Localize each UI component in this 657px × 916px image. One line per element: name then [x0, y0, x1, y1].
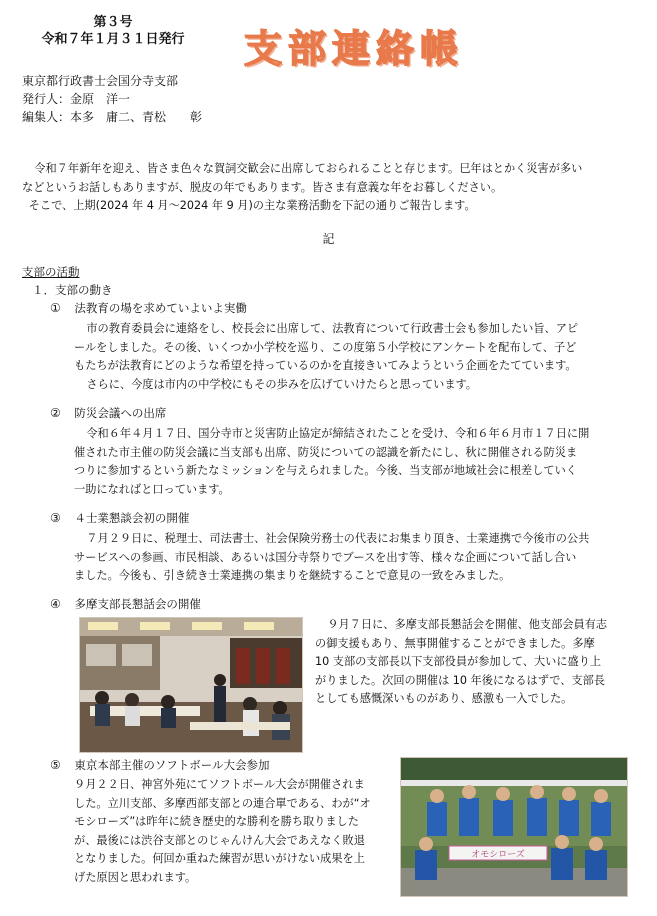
issue-date: 令和７年１月３１日発行: [41, 32, 185, 47]
item-heading: [50, 756, 269, 774]
body-line: がりました。次回の開催は 10 年後になるはずで、支部長: [315, 673, 605, 687]
body-line: ７月２９日に、税理士、司法書士、社会保険労務士の代表にお集まり頂き、士業連携で今後市の公共: [86, 532, 590, 545]
intro-paragraph: [22, 160, 634, 216]
item-heading: [50, 595, 201, 613]
team-banner-text: オモシローズ: [471, 850, 525, 860]
item-number: ④: [50, 597, 61, 611]
body-line: ９月２２日、神宮外苑にてソフトボール大会が開催されま: [74, 778, 365, 791]
body-line: ールをしました。その後、いくつか小学校を巡り、この度第５小学校にアンケートを配布して、子ど: [74, 340, 577, 354]
item-heading: [50, 509, 189, 527]
body-line: モシローズ”は昨年に続き歴史的な勝利を勝ち取りました: [74, 815, 359, 828]
item-title: 防災会議への出席: [74, 406, 167, 420]
softball-team-photo: [400, 757, 628, 897]
body-line: 市の教育委員会に連絡をし、校長会に出席して、法教育について行政書士会も参加したい旨、アピ: [86, 322, 579, 335]
body-line: となりました。何回か重ねた練習が思いがけない成果を上: [74, 852, 365, 865]
body-line: ました。今後も、引き続き士業連携の集まりを継続することで意見の一致をみました。: [74, 569, 511, 582]
editor-line: 編集人：本多 庸二、青松 彰: [22, 110, 203, 124]
body-line: つりに参加するという新たなミッションを与えられました。今後、当支部が地域社会に根差していく: [74, 464, 577, 477]
publication-meta: [22, 72, 202, 126]
item-body: [74, 776, 392, 887]
body-line: 催された市主催の防災会議に当支部も出席、防災についての認識を新たにし、秋に開催される防災ま: [74, 445, 578, 459]
item-body: [74, 320, 632, 394]
organization-name: 東京都行政書士会国分寺支部: [22, 74, 179, 88]
body-line: が、最後には渋谷支部とのじゃんけん大会であえなく敗退: [74, 833, 365, 847]
item-body: [315, 616, 633, 709]
subsection-title: １．支部の動き: [32, 283, 113, 297]
intro-line: そこで、上期(2024 年 4 月～2024 年 9 月)の主な業務活動を下記の通りご報告します。: [28, 199, 476, 212]
issue-number: 第３号: [93, 15, 133, 30]
body-line: ９月７日に、多摩支部長懇話会を開催、他支部会員有志: [327, 618, 608, 631]
issue-block: [0, 14, 226, 48]
item-number: ③: [50, 511, 61, 525]
item-title: 法教育の場を求めていよいよ実働: [74, 301, 247, 315]
body-line: 令和６年４月１７日、国分寺市と災害防止協定が締結されたことを受け、令和６年６月市１７日に開: [86, 427, 590, 440]
body-line: した。立川支部、多摩西部支部との連合單である、わが“オ: [74, 796, 371, 810]
publisher-line: 発行人：金原 洋一: [22, 92, 131, 106]
item-body: [74, 425, 632, 499]
intro-line: 令和７年新年を迎え、皆さま色々な賀詞交歓会に出席しておられることと存じます。巳年はとかく災害が多い: [34, 162, 583, 175]
body-line: 10 支部の支部長以下支部役員が参加して、大いに盛り上: [315, 655, 602, 668]
ki-marker: 記: [322, 232, 335, 246]
body-line: の御支援もあり、無事開催することができました。多摩: [315, 636, 595, 650]
masthead-title: 支部連絡帳: [244, 27, 465, 71]
body-line: げた原因と思われます。: [74, 870, 197, 884]
section-title: 支部の活動: [22, 265, 80, 279]
body-line: 一助になればと口っています。: [74, 482, 230, 496]
item-number: ⑤: [50, 758, 61, 772]
softball-team-illustration: [401, 758, 627, 896]
intro-line: などというお話しもありますが、脱皮の年でもあります。皆さま有意義な年をお暮しください。: [22, 180, 503, 194]
item-heading: [50, 299, 247, 317]
item-title: ４士業懇談会初の開催: [74, 511, 190, 525]
body-line: さらに、今度は市内の中学校にもその歩みを広げていけたらと思っています。: [86, 377, 477, 391]
body-line: としても感慨深いものがあり、感激も一入でした。: [315, 692, 573, 705]
body-line: サービスへの参画、市民相談、あるいは国分寺祭りでブースを出す等、様々な企画について話し合い: [74, 550, 577, 564]
item-title: 多摩支部長懇話会の開催: [74, 597, 201, 611]
body-line: もたちが法教育にどのような希望を持っているのかを直接きいてみようという企画をたてています。: [74, 359, 577, 372]
item-number: ①: [50, 301, 61, 315]
item-body: [74, 530, 632, 586]
meeting-photo-illustration: [80, 618, 302, 752]
item-heading: [50, 404, 166, 422]
meeting-photo: [79, 617, 303, 753]
item-number: ②: [50, 406, 61, 420]
item-title: 東京本部主催のソフトボール大会参加: [74, 758, 270, 772]
